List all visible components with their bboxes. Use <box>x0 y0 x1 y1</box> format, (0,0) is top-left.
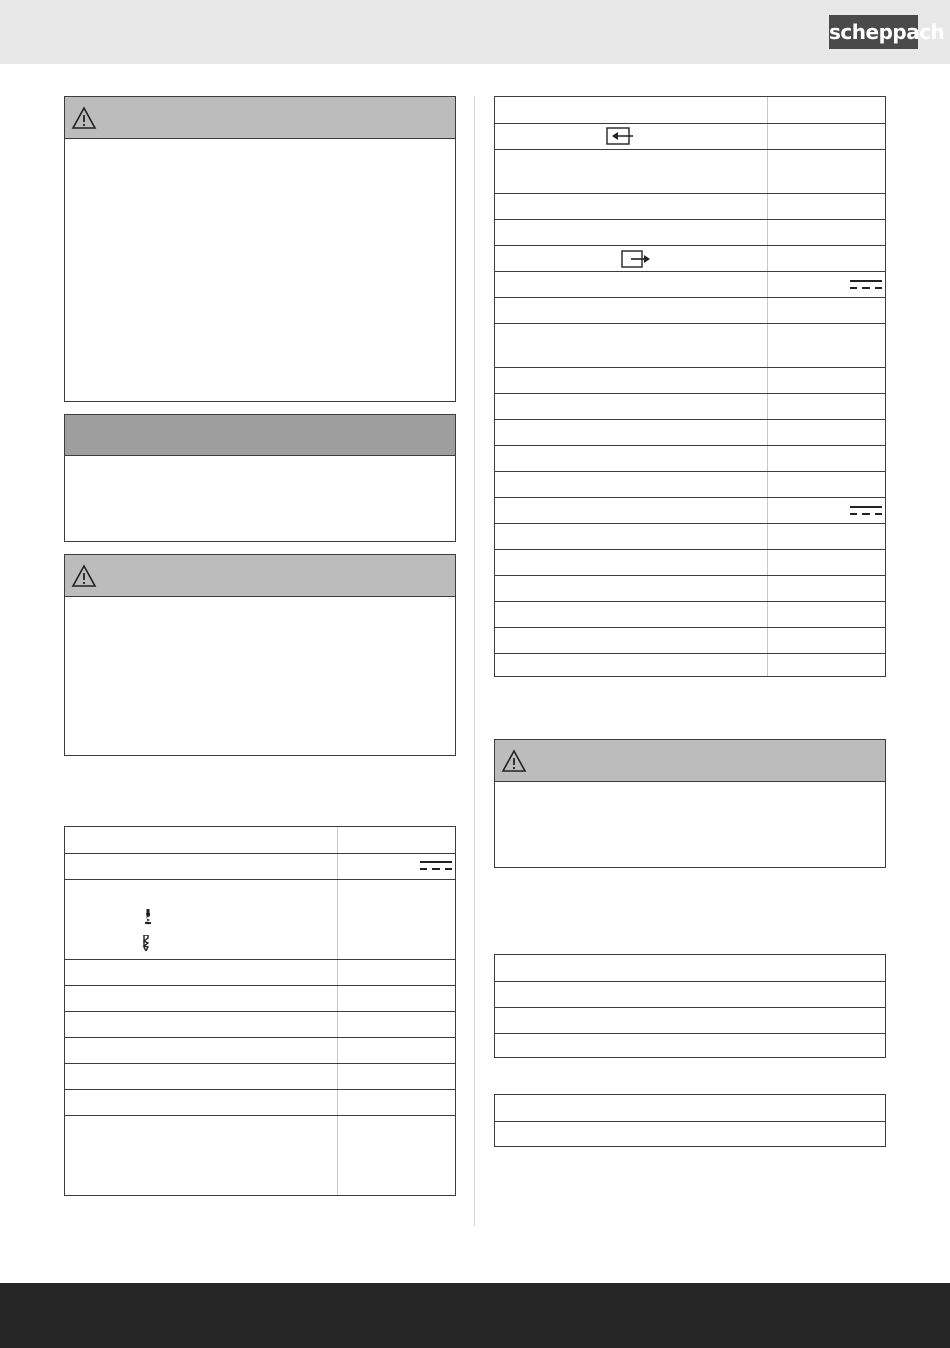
warning-box-1-header <box>65 97 455 139</box>
technical-data-table-left <box>64 826 456 1196</box>
screw-bit-icon <box>144 909 152 925</box>
table-row <box>65 1089 455 1116</box>
page-header <box>0 0 950 64</box>
note-box-header <box>65 415 455 456</box>
table-row <box>495 123 885 150</box>
table-row <box>65 853 455 880</box>
warning-triangle-icon <box>71 564 97 588</box>
warning-triangle-icon <box>501 749 527 773</box>
table-row <box>65 827 455 854</box>
table-row <box>495 627 885 654</box>
table-row <box>495 1095 885 1122</box>
table-row <box>495 419 885 446</box>
warning-box-1 <box>64 96 456 402</box>
table-row <box>495 393 885 420</box>
brand-logo: scheppach <box>829 15 918 49</box>
table-row <box>495 245 885 272</box>
small-table-1 <box>494 954 886 1058</box>
table-row <box>65 1115 455 1195</box>
warning-box-3 <box>494 739 886 868</box>
table-row <box>495 1033 885 1057</box>
table-row <box>495 497 885 524</box>
table-row <box>65 1011 455 1038</box>
table-row <box>495 367 885 394</box>
table-row <box>495 955 885 982</box>
table-row <box>495 219 885 246</box>
technical-data-table-right <box>494 96 886 677</box>
table-row <box>495 1121 885 1146</box>
charging-input-icon <box>606 127 636 145</box>
small-table-2 <box>494 1094 886 1147</box>
table-row <box>495 97 885 124</box>
table-row <box>65 1037 455 1064</box>
table-row <box>495 549 885 576</box>
direct-current-symbol-icon <box>849 279 883 291</box>
table-row <box>495 471 885 498</box>
table-row <box>495 1007 885 1034</box>
table-row <box>65 959 455 986</box>
note-box <box>64 414 456 542</box>
warning-box-2-header <box>65 555 455 597</box>
table-row <box>65 879 455 960</box>
table-row <box>495 981 885 1008</box>
table-row <box>65 985 455 1012</box>
warning-triangle-icon <box>71 106 97 130</box>
table-row <box>495 653 885 676</box>
table-row <box>495 445 885 472</box>
warning-box-3-header <box>495 740 885 782</box>
page-footer <box>0 1283 950 1348</box>
table-row <box>495 149 885 194</box>
table-row <box>65 1063 455 1090</box>
drill-bit-icon <box>142 935 150 951</box>
table-row <box>495 601 885 628</box>
warning-box-2 <box>64 554 456 756</box>
table-row <box>495 323 885 368</box>
direct-current-symbol-icon <box>849 505 883 517</box>
output-port-icon <box>621 250 651 268</box>
table-row <box>495 297 885 324</box>
column-divider <box>474 96 475 1226</box>
table-row <box>495 193 885 220</box>
table-row <box>495 575 885 602</box>
table-row <box>495 523 885 550</box>
direct-current-symbol-icon <box>419 860 453 872</box>
table-row <box>495 271 885 298</box>
